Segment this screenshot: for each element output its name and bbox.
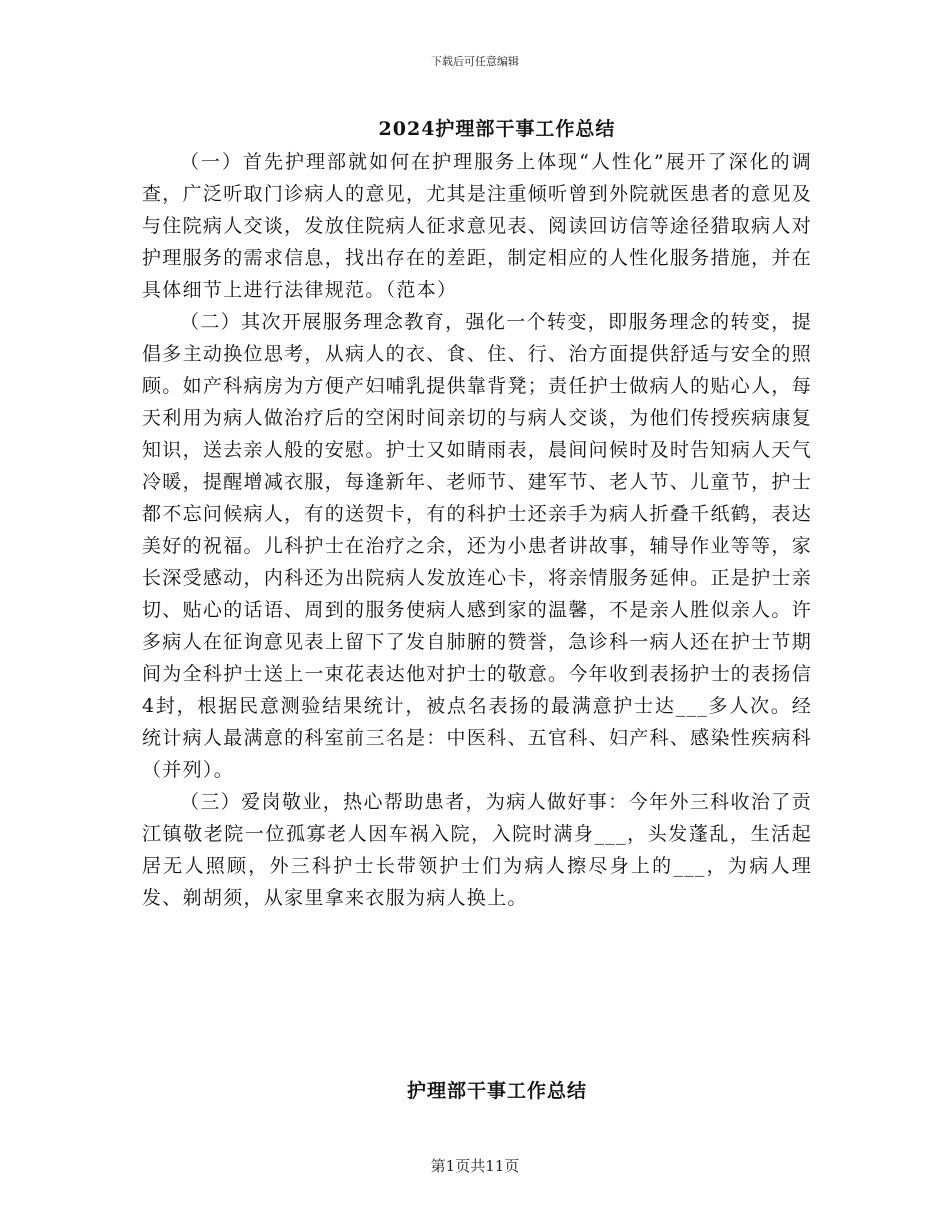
paragraph-2: （二）其次开展服务理念教育，强化一个转变，即服务理念的转变，提倡多主动换位思考，从病人的衣、食、住、行、治方面提供舒适与安全的照顾。如产科病房为方便产妇哺乳提供靠背凳；责任护士做病人的贴心人，每天利用为病人做治疗后的空闲时间亲切的与病人交谈，为他们传授疾病康复知识，送去亲人般的安慰。护士又如睛雨表，晨间问候时及时告知病人天气冷暖，提醒增减衣服，每逢新年、老师节、建军节、老人节、儿童节，护士都不忘问候病人，有的送贺卡，有的科护士还亲手为病人折叠千纸鹤，表达美好的祝福。儿科护士在治疗之余，还为小患者讲故事，辅导作业等等，家长深受感动，内科还为出院病人发放连心卡，将亲情服务延伸。正是护士亲切、贴心的话语、周到的服务使病人感到家的温馨，不是亲人胜似亲人。许多病人在征询意见表上留下了发自肺腑的赞誉，急诊科一病人还在护士节期间为全科护士送上一束花表达他对护士的敬意。今年收到表扬护士的表扬信4封，根据民意测验结果统计，被点名表扬的最满意护士达___多人次。经统计病人最满意的科室前三名是：中医科、五官科、妇产科、感染性疾病科（并列）。 (142, 311, 812, 781)
page-header-note: 下载后可任意编辑 (431, 55, 519, 68)
section-subtitle: 护理部干事工作总结 (406, 1080, 587, 1102)
paragraph-3: （三）爱岗敬业，热心帮助患者，为病人做好事：今年外三科收治了贡江镇敬老院一位孤寡老人因车祸入院，入院时满身___，头发蓬乱，生活起居无人照顾，外三科护士长带领护士们为病人擦尽身上的___，为病人理发、剃胡须，从家里拿来衣服为病人换上。 (142, 791, 812, 909)
document-body (142, 146, 812, 914)
paragraph-1: （一）首先护理部就如何在护理服务上体现“人性化”展开了深化的调查，广泛听取门诊病人的意见，尤其是注重倾听曾到外院就医患者的意见及与住院病人交谈，发放住院病人征求意见表、阅读回访信等途径猎取病人对护理服务的需求信息，找出存在的差距，制定相应的人性化服务措施，并在具体细节上进行法律规范。（范本） (142, 151, 812, 301)
page-number: 第1页共11页 (430, 1157, 520, 1175)
document-title: 2024护理部干事工作总结 (378, 118, 616, 140)
